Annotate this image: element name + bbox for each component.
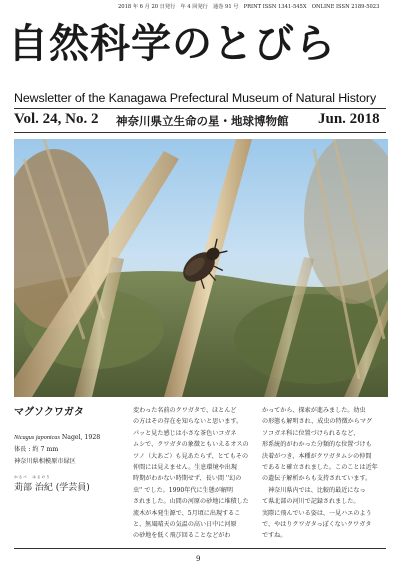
page-number: 9 [196, 555, 201, 563]
newsletter-title: 自然科学のとびら [8, 21, 336, 67]
species-authority: Nagel, 1928 [59, 434, 101, 441]
body-text-line: の遺伝子解析からも支持されています。 [262, 475, 372, 483]
article-body-column-2 [262, 405, 386, 542]
body-text-line: の方はその存在を知らないと思います。 [133, 418, 243, 426]
collection-location: 神奈川県相模原市緑区 [14, 458, 76, 465]
scientific-name: Nicagus japonicas [14, 434, 60, 441]
body-text-line: かってから、探索が進みました。幼虫 [262, 407, 366, 414]
body-text-line: ツノ（大あご）も見あたらず、とてもその [133, 452, 249, 460]
author-name: 苅部 治紀 (学芸員) [14, 483, 90, 493]
footer-rule [14, 548, 386, 549]
body-text-line: パッと見た感じは小さな茶色いコガネ [133, 429, 237, 437]
body-text-line: の砂地を低く飛び回ることなどがわ [133, 532, 231, 540]
volume-number: Vol. 24, No. 2 [14, 111, 99, 127]
body-text-line: ソコガネ科に位置づけられるなど、 [262, 429, 360, 437]
author-block [14, 475, 126, 493]
body-text-line: 時期がわかない時期せず、長い間 ''幻の [133, 475, 242, 483]
article-title: マグソクワガタ [14, 407, 84, 418]
body-text-line: 虫'' でした。1990年代に生態が解明 [133, 486, 234, 494]
body-text-line: の形態も解明され、成虫の特徴からマグ [262, 418, 373, 426]
author-reading: かるべ はるのり [14, 475, 51, 479]
body-text-line: されました。山間の河原の砂地に堆積した [133, 498, 249, 506]
header-rule [14, 108, 386, 109]
body-text-line: 実際に飛んでいる姿は、一見ハエのよう [262, 509, 372, 517]
body-text-line: 変わった名前のクワガタで、ほとんど [133, 407, 237, 414]
body-text-line: ムシで、クワガタの象徴ともいえるオスの [133, 441, 249, 449]
issue-date: Jun. 2018 [318, 111, 380, 127]
scientific-name-line [14, 434, 126, 441]
body-text-line: 形系統的がわかった分類的な位置づけも [262, 441, 372, 449]
body-text-line: 神奈川県内では、比較的最近になっ [262, 486, 366, 494]
body-text-line: 仲間には見えません。生息環境や出現 [133, 464, 237, 472]
article-body-column-1 [133, 405, 255, 542]
body-text-line: 決着がつき、本種がクワガタムシの仲間 [262, 452, 372, 460]
body-text-line: で、やはりクワガタっぽくないクワガタ [262, 521, 372, 529]
body-text-line: 流木が本発生源で、5月頃に出現するこ [133, 509, 241, 517]
header-rule-bottom [14, 132, 386, 133]
newsletter-subtitle: Newsletter of the Kanagawa Prefectural Museum of Natural History [14, 91, 377, 105]
article-sidebar [14, 403, 126, 493]
cover-photo [14, 139, 388, 397]
body-text-line: ですね。 [262, 532, 287, 540]
museum-name: 神奈川県立生命の星・地球博物館 [116, 114, 289, 128]
body-text-line: と、無風晴天の気温の高い日中に河原 [133, 521, 237, 529]
body-text-line: であると確立されました。このことは近年 [262, 464, 378, 472]
body-length: 体長 : 約 7 mm [14, 446, 59, 453]
body-text-line: て県北部の河川で記録されました。 [262, 498, 360, 506]
issue-info-line: 2018 年 6 月 20 日発行 年 4 回発行 通巻 91 号 PRINT ISSN 1341-545X ONLINE ISSN 2189-5023 [118, 4, 380, 10]
